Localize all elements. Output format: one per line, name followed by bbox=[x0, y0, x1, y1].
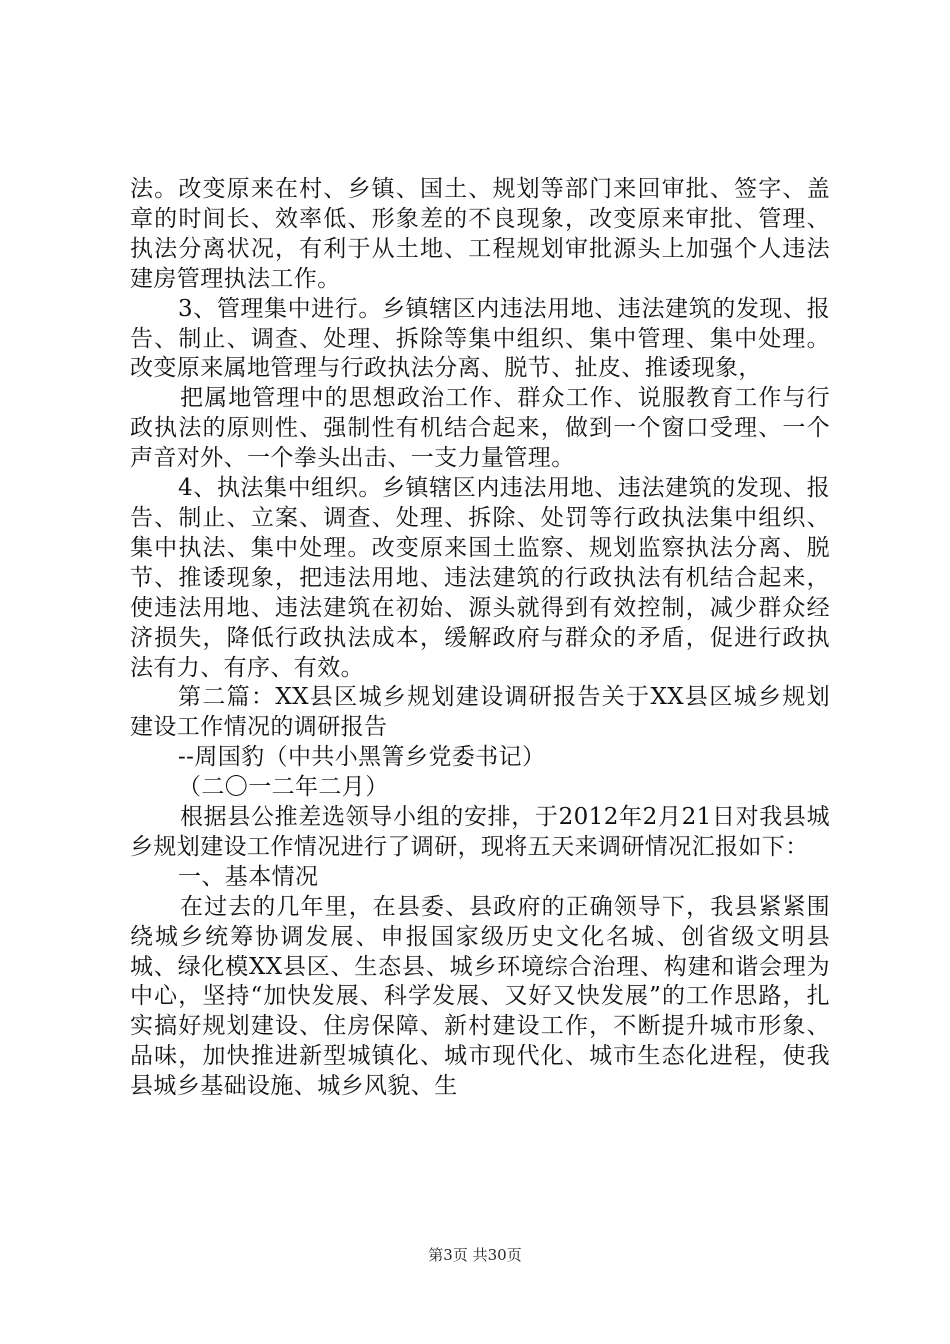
paragraph-basic-situation: 在过去的几年里，在县委、县政府的正确领导下，我县紧紧围绕城乡统筹协调发展、申报国家级历史文化名城、创省级文明县城、绿化模XX县区、生态县、城乡环境综合治理、构建和谐会理为中心，坚持“加快发展、科学发展、又好又快发展”的工作思路，扎实搞好规划建设、住房保障、新村建设工作，不断提升城市形象、品味，加快推进新型城镇化、城市现代化、城市生态化进程，使我县城乡基础设施、城乡风貌、生 bbox=[130, 893, 830, 1100]
date-line: （二〇一二年二月） bbox=[178, 774, 389, 801]
paragraph-item-4: 4、执法集中组织。乡镇辖区内违法用地、违法建筑的发现、报告、制止、立案、调查、处理、拆除、处罚等行政执法集中组织、集中执法、集中处理。改变原来国土监察、规划监察执法分离、脱节、推诿现象，把违法用地、违法建筑的行政执法有机结合起来，使违法用地、违法建筑在初始、源头就得到有效控制，减少群众经济损失，降低行政执法成本，缓解政府与群众的矛盾，促进行政执法有力、有序、有效。 bbox=[130, 475, 830, 681]
paragraph-item-3: 3、管理集中进行。乡镇辖区内违法用地、违法建筑的发现、报告、制止、调查、处理、拆除等集中组织、集中管理、集中处理。改变原来属地管理与行政执法分离、脱节、扯皮、推诿现象， bbox=[130, 295, 830, 382]
page-footer: 第3页 共30页 bbox=[428, 1246, 522, 1264]
paragraph-item-3-cont: 把属地管理中的思想政治工作、群众工作、说服教育工作与行政执法的原则性、强制性有机结合起来，做到一个窗口受理、一个声音对外、一个拳头出击、一支力量管理。 bbox=[130, 385, 830, 472]
paragraph-intro: 根据县公推差选领导小组的安排，于2012年2月21日对我县城乡规划建设工作情况进行了调研，现将五天来调研情况汇报如下： bbox=[130, 804, 830, 860]
author-line: --周国豹（中共小黑箐乡党委书记） bbox=[178, 744, 546, 771]
document-body bbox=[130, 175, 830, 1102]
section-heading-basic: 一、基本情况 bbox=[178, 863, 319, 890]
paragraph-continuation: 法。改变原来在村、乡镇、国土、规划等部门来回审批、签字、盖章的时间长、效率低、形象差的不良现象，改变原来审批、管理、执法分离状况，有利于从土地、工程规划审批源头上加强个人违法建房管理执法工作。 bbox=[130, 176, 830, 292]
section-heading-part-two: 第二篇：XX县区城乡规划建设调研报告关于XX县区城乡规划建设工作情况的调研报告 bbox=[130, 684, 830, 741]
